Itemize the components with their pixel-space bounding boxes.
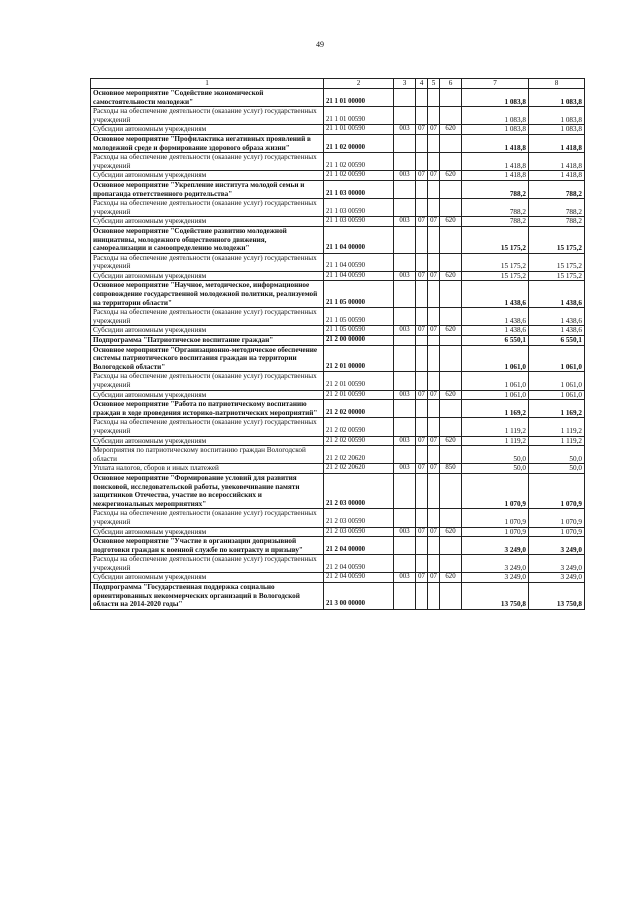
table-row: [91, 418, 585, 436]
row-value8-cell: 788,2: [529, 217, 585, 227]
table-row: [91, 372, 585, 390]
row-col5-cell: 07: [428, 436, 440, 446]
row-code-cell: 21 2 01 00590: [324, 372, 394, 390]
row-col5-cell: [428, 509, 440, 527]
row-value7-cell: 788,2: [462, 199, 529, 217]
row-col5-cell: 07: [428, 171, 440, 181]
row-col4-cell: 07: [416, 125, 428, 135]
row-col4-cell: 07: [416, 171, 428, 181]
row-col4-cell: [416, 89, 428, 107]
row-name-cell: Основное мероприятие "Укрепление института молодой семьи и пропаганда ответственного родительства": [91, 180, 324, 198]
row-col4-cell: 07: [416, 527, 428, 537]
row-name-cell: Субсидии автономным учреждениям: [91, 436, 324, 446]
table-row: [91, 180, 585, 198]
row-value8-cell: 3 249,0: [529, 537, 585, 555]
row-col6-cell: [440, 537, 462, 555]
row-value8-cell: 1 061,0: [529, 372, 585, 390]
row-col6-cell: [440, 134, 462, 152]
row-col3-cell: [394, 153, 416, 171]
row-code-cell: 21 1 03 00000: [324, 180, 394, 198]
table-row: [91, 226, 585, 253]
row-col6-cell: [440, 473, 462, 508]
row-col4-cell: [416, 199, 428, 217]
column-header: 2: [324, 79, 394, 89]
table-row: [91, 253, 585, 271]
table-row: [91, 107, 585, 125]
row-col4-cell: 07: [416, 436, 428, 446]
row-name-cell: Субсидии автономным учреждениям: [91, 271, 324, 281]
table-body: [91, 89, 585, 610]
row-col5-cell: [428, 89, 440, 107]
row-col4-cell: [416, 446, 428, 464]
row-col3-cell: 003: [394, 527, 416, 537]
row-value7-cell: 788,2: [462, 180, 529, 198]
table-row: [91, 153, 585, 171]
row-col6-cell: [440, 308, 462, 326]
column-header: 7: [462, 79, 529, 89]
row-value8-cell: 1 061,0: [529, 390, 585, 400]
row-col4-cell: 07: [416, 326, 428, 336]
table-row: [91, 464, 585, 474]
row-value7-cell: 788,2: [462, 217, 529, 227]
row-col5-cell: 07: [428, 390, 440, 400]
row-col3-cell: [394, 473, 416, 508]
row-value7-cell: 1 119,2: [462, 436, 529, 446]
row-col6-cell: 620: [440, 326, 462, 336]
row-col3-cell: [394, 180, 416, 198]
row-value7-cell: 3 249,0: [462, 537, 529, 555]
row-col5-cell: 07: [428, 464, 440, 474]
row-col5-cell: [428, 253, 440, 271]
row-name-cell: Расходы на обеспечение деятельности (оказание услуг) государственных учреждений: [91, 418, 324, 436]
row-value7-cell: 1 418,8: [462, 153, 529, 171]
row-value7-cell: 1 119,2: [462, 418, 529, 436]
row-col5-cell: [428, 446, 440, 464]
row-col5-cell: [428, 107, 440, 125]
row-col4-cell: [416, 107, 428, 125]
row-code-cell: 21 2 04 00000: [324, 537, 394, 555]
row-value8-cell: 3 249,0: [529, 555, 585, 573]
row-name-cell: Основное мероприятие "Работа по патриотическому воспитанию граждан в ходе проведения историко-патриотических мероприятий": [91, 400, 324, 418]
row-code-cell: 21 2 02 00000: [324, 400, 394, 418]
row-name-cell: Основное мероприятие "Содействие развитию молодежной инициативы, молодежного общественного движения, самореализации и самоопределению молодежи": [91, 226, 324, 253]
row-name-cell: Подпрограмма "Патриотическое воспитание граждан": [91, 336, 324, 346]
table-row: [91, 217, 585, 227]
row-col4-cell: 07: [416, 271, 428, 281]
row-code-cell: 21 1 01 00590: [324, 107, 394, 125]
row-col3-cell: [394, 107, 416, 125]
row-col4-cell: [416, 400, 428, 418]
row-col6-cell: [440, 199, 462, 217]
row-col3-cell: [394, 253, 416, 271]
row-col3-cell: [394, 345, 416, 372]
row-code-cell: 21 2 02 20620: [324, 446, 394, 464]
row-col4-cell: [416, 226, 428, 253]
row-value8-cell: 1 070,9: [529, 473, 585, 508]
row-code-cell: 21 2 03 00000: [324, 473, 394, 508]
row-col6-cell: [440, 180, 462, 198]
row-value7-cell: 3 249,0: [462, 573, 529, 583]
row-col5-cell: [428, 226, 440, 253]
row-col4-cell: 07: [416, 390, 428, 400]
row-code-cell: 21 1 04 00590: [324, 253, 394, 271]
table-row: [91, 390, 585, 400]
row-code-cell: 21 1 02 00590: [324, 153, 394, 171]
row-col5-cell: [428, 134, 440, 152]
column-header: 8: [529, 79, 585, 89]
row-value8-cell: 50,0: [529, 464, 585, 474]
row-col5-cell: [428, 537, 440, 555]
table-row: [91, 573, 585, 583]
row-col3-cell: [394, 226, 416, 253]
row-col6-cell: [440, 583, 462, 610]
row-name-cell: Подпрограмма "Государственная поддержка социально ориентированных некоммерческих организаций в Вологодской области на 2014-2020 годы": [91, 583, 324, 610]
row-col6-cell: [440, 336, 462, 346]
row-name-cell: Основное мероприятие "Профилактика негативных проявлений в молодежной среде и формирование здорового образа жизни": [91, 134, 324, 152]
table-row: [91, 527, 585, 537]
row-col6-cell: [440, 446, 462, 464]
row-name-cell: Уплата налогов, сборов и иных платежей: [91, 464, 324, 474]
row-col3-cell: [394, 134, 416, 152]
row-value8-cell: 1 083,8: [529, 89, 585, 107]
row-name-cell: Основное мероприятие "Участие в организации допризывной подготовки граждан к военной службе по контракту и призыву": [91, 537, 324, 555]
row-value7-cell: 1 438,6: [462, 326, 529, 336]
row-col4-cell: [416, 555, 428, 573]
row-name-cell: Субсидии автономным учреждениям: [91, 171, 324, 181]
row-col4-cell: [416, 253, 428, 271]
table-row: [91, 473, 585, 508]
row-col4-cell: [416, 281, 428, 308]
row-col5-cell: [428, 281, 440, 308]
row-col3-cell: 003: [394, 390, 416, 400]
row-value7-cell: 1 083,8: [462, 107, 529, 125]
row-value8-cell: 1 061,0: [529, 345, 585, 372]
row-col5-cell: 07: [428, 217, 440, 227]
row-code-cell: 21 1 04 00590: [324, 271, 394, 281]
row-col3-cell: [394, 336, 416, 346]
row-code-cell: 21 2 02 00590: [324, 418, 394, 436]
row-name-cell: Расходы на обеспечение деятельности (оказание услуг) государственных учреждений: [91, 107, 324, 125]
row-value7-cell: 1 061,0: [462, 390, 529, 400]
table-row: [91, 125, 585, 135]
row-col6-cell: [440, 345, 462, 372]
row-code-cell: 21 1 04 00000: [324, 226, 394, 253]
table-row: [91, 436, 585, 446]
row-code-cell: 21 2 00 00000: [324, 336, 394, 346]
row-col3-cell: [394, 418, 416, 436]
table-row: [91, 537, 585, 555]
row-col4-cell: [416, 418, 428, 436]
row-col6-cell: [440, 226, 462, 253]
row-name-cell: Основное мероприятие "Формирование условий для развития поисковой, исследовательской работы, увековечивание памяти защитников Отечества, участие во всероссийских и межрегиональных мероприятиях": [91, 473, 324, 508]
row-col6-cell: 850: [440, 464, 462, 474]
row-col6-cell: [440, 509, 462, 527]
row-code-cell: 21 2 01 00590: [324, 390, 394, 400]
row-name-cell: Мероприятия по патриотическому воспитанию граждан Вологодской области: [91, 446, 324, 464]
row-value8-cell: 1 119,2: [529, 418, 585, 436]
budget-table: [90, 78, 585, 610]
row-value7-cell: 15 175,2: [462, 226, 529, 253]
row-value8-cell: 1 070,9: [529, 509, 585, 527]
row-code-cell: 21 1 05 00590: [324, 326, 394, 336]
row-col5-cell: [428, 336, 440, 346]
row-code-cell: 21 1 01 00590: [324, 125, 394, 135]
row-value8-cell: 788,2: [529, 199, 585, 217]
row-value7-cell: 1 438,6: [462, 281, 529, 308]
row-name-cell: Субсидии автономным учреждениям: [91, 125, 324, 135]
row-value8-cell: 3 249,0: [529, 573, 585, 583]
row-col5-cell: 07: [428, 271, 440, 281]
row-col6-cell: [440, 555, 462, 573]
table-row: [91, 308, 585, 326]
row-col3-cell: [394, 537, 416, 555]
table-row: [91, 171, 585, 181]
row-col4-cell: [416, 537, 428, 555]
row-value7-cell: 3 249,0: [462, 555, 529, 573]
row-col6-cell: [440, 372, 462, 390]
column-header: 3: [394, 79, 416, 89]
row-value7-cell: 1 061,0: [462, 372, 529, 390]
row-col6-cell: [440, 153, 462, 171]
row-value8-cell: 1 083,8: [529, 107, 585, 125]
row-value7-cell: 1 083,8: [462, 125, 529, 135]
row-col5-cell: [428, 583, 440, 610]
row-col5-cell: [428, 153, 440, 171]
row-col3-cell: [394, 372, 416, 390]
row-col5-cell: [428, 308, 440, 326]
row-col4-cell: [416, 336, 428, 346]
row-col3-cell: [394, 400, 416, 418]
row-value7-cell: 1 061,0: [462, 345, 529, 372]
row-value8-cell: 1 438,6: [529, 281, 585, 308]
row-col5-cell: [428, 345, 440, 372]
row-value8-cell: 15 175,2: [529, 226, 585, 253]
column-header: 1: [91, 79, 324, 89]
row-col4-cell: [416, 473, 428, 508]
row-value8-cell: 1 418,8: [529, 153, 585, 171]
row-col4-cell: [416, 134, 428, 152]
row-col6-cell: [440, 400, 462, 418]
row-col3-cell: 003: [394, 217, 416, 227]
row-col3-cell: [394, 308, 416, 326]
row-col3-cell: [394, 509, 416, 527]
column-header: 6: [440, 79, 462, 89]
row-value7-cell: 1 083,8: [462, 89, 529, 107]
row-name-cell: Расходы на обеспечение деятельности (оказание услуг) государственных учреждений: [91, 153, 324, 171]
row-col4-cell: [416, 308, 428, 326]
row-value7-cell: 1 418,8: [462, 171, 529, 181]
row-col3-cell: [394, 583, 416, 610]
row-col5-cell: 07: [428, 573, 440, 583]
row-value7-cell: 1 070,9: [462, 527, 529, 537]
row-code-cell: 21 1 05 00000: [324, 281, 394, 308]
row-col6-cell: 620: [440, 125, 462, 135]
row-col3-cell: [394, 281, 416, 308]
row-name-cell: Основное мероприятие "Содействие экономической самостоятельности молодежи": [91, 89, 324, 107]
row-col3-cell: 003: [394, 436, 416, 446]
table-row: [91, 134, 585, 152]
row-col5-cell: [428, 418, 440, 436]
row-col5-cell: 07: [428, 125, 440, 135]
table-row: [91, 400, 585, 418]
row-col4-cell: [416, 153, 428, 171]
row-col3-cell: 003: [394, 271, 416, 281]
row-value7-cell: 15 175,2: [462, 271, 529, 281]
row-code-cell: 21 1 01 00000: [324, 89, 394, 107]
table-row: [91, 509, 585, 527]
row-name-cell: Основное мероприятие "Организационно-методическое обеспечение системы патриотического воспитания граждан на территории Вологодской области": [91, 345, 324, 372]
row-code-cell: 21 1 05 00590: [324, 308, 394, 326]
row-col6-cell: 620: [440, 271, 462, 281]
table-row: [91, 583, 585, 610]
row-value7-cell: 1 438,6: [462, 308, 529, 326]
row-value7-cell: 1 418,8: [462, 134, 529, 152]
row-col3-cell: 003: [394, 171, 416, 181]
row-col4-cell: 07: [416, 573, 428, 583]
row-value7-cell: 50,0: [462, 446, 529, 464]
row-col6-cell: 620: [440, 390, 462, 400]
row-col6-cell: 620: [440, 171, 462, 181]
row-name-cell: Субсидии автономным учреждениям: [91, 573, 324, 583]
row-col3-cell: 003: [394, 573, 416, 583]
row-col3-cell: 003: [394, 464, 416, 474]
row-col3-cell: [394, 89, 416, 107]
row-code-cell: 21 2 03 00590: [324, 527, 394, 537]
row-col4-cell: [416, 180, 428, 198]
row-name-cell: Расходы на обеспечение деятельности (оказание услуг) государственных учреждений: [91, 199, 324, 217]
row-value7-cell: 50,0: [462, 464, 529, 474]
row-col4-cell: [416, 583, 428, 610]
row-col5-cell: [428, 473, 440, 508]
row-value7-cell: 15 175,2: [462, 253, 529, 271]
row-code-cell: 21 1 03 00590: [324, 199, 394, 217]
row-col5-cell: 07: [428, 326, 440, 336]
row-col4-cell: [416, 372, 428, 390]
row-code-cell: 21 2 04 00590: [324, 573, 394, 583]
row-col6-cell: [440, 253, 462, 271]
row-name-cell: Расходы на обеспечение деятельности (оказание услуг) государственных учреждений: [91, 555, 324, 573]
row-col3-cell: [394, 555, 416, 573]
table-row: [91, 446, 585, 464]
row-code-cell: 21 2 01 00000: [324, 345, 394, 372]
row-code-cell: 21 1 02 00590: [324, 171, 394, 181]
row-value8-cell: 13 750,8: [529, 583, 585, 610]
row-name-cell: Расходы на обеспечение деятельности (оказание услуг) государственных учреждений: [91, 253, 324, 271]
row-col3-cell: 003: [394, 125, 416, 135]
row-value7-cell: 1 169,2: [462, 400, 529, 418]
row-col3-cell: 003: [394, 326, 416, 336]
row-code-cell: 21 2 02 20620: [324, 464, 394, 474]
column-header: 4: [416, 79, 428, 89]
row-code-cell: 21 2 04 00590: [324, 555, 394, 573]
row-value8-cell: 1 070,9: [529, 527, 585, 537]
row-col6-cell: 620: [440, 436, 462, 446]
table-row: [91, 199, 585, 217]
row-value8-cell: 788,2: [529, 180, 585, 198]
row-code-cell: 21 2 03 00590: [324, 509, 394, 527]
row-col4-cell: [416, 509, 428, 527]
row-code-cell: 21 3 00 00000: [324, 583, 394, 610]
table-row: [91, 89, 585, 107]
row-value8-cell: 15 175,2: [529, 271, 585, 281]
row-col5-cell: [428, 372, 440, 390]
row-col6-cell: 620: [440, 527, 462, 537]
table-row: [91, 345, 585, 372]
row-name-cell: Расходы на обеспечение деятельности (оказание услуг) государственных учреждений: [91, 509, 324, 527]
row-name-cell: Субсидии автономным учреждениям: [91, 527, 324, 537]
row-col3-cell: [394, 199, 416, 217]
row-col6-cell: [440, 89, 462, 107]
row-name-cell: Расходы на обеспечение деятельности (оказание услуг) государственных учреждений: [91, 372, 324, 390]
row-col5-cell: [428, 400, 440, 418]
row-value8-cell: 1 083,8: [529, 125, 585, 135]
table-header-row: [91, 79, 585, 89]
row-value8-cell: 50,0: [529, 446, 585, 464]
row-value7-cell: 1 070,9: [462, 509, 529, 527]
table-row: [91, 555, 585, 573]
table-row: [91, 326, 585, 336]
table-row: [91, 336, 585, 346]
row-col5-cell: 07: [428, 527, 440, 537]
row-name-cell: Субсидии автономным учреждениям: [91, 390, 324, 400]
row-col6-cell: [440, 107, 462, 125]
row-col4-cell: 07: [416, 464, 428, 474]
row-col5-cell: [428, 199, 440, 217]
row-code-cell: 21 2 02 00590: [324, 436, 394, 446]
row-name-cell: Субсидии автономным учреждениям: [91, 326, 324, 336]
row-name-cell: Субсидии автономным учреждениям: [91, 217, 324, 227]
table-row: [91, 271, 585, 281]
row-value7-cell: 13 750,8: [462, 583, 529, 610]
row-value8-cell: 1 438,6: [529, 326, 585, 336]
column-header: 5: [428, 79, 440, 89]
table-row: [91, 281, 585, 308]
row-col3-cell: [394, 446, 416, 464]
row-value8-cell: 1 438,6: [529, 308, 585, 326]
row-code-cell: 21 1 03 00590: [324, 217, 394, 227]
page-number: 49: [316, 40, 324, 49]
row-value7-cell: 1 070,9: [462, 473, 529, 508]
row-col6-cell: 620: [440, 217, 462, 227]
row-col5-cell: [428, 555, 440, 573]
row-code-cell: 21 1 02 00000: [324, 134, 394, 152]
row-col6-cell: [440, 418, 462, 436]
row-col4-cell: 07: [416, 217, 428, 227]
row-value8-cell: 1 418,8: [529, 171, 585, 181]
row-col4-cell: [416, 345, 428, 372]
row-value8-cell: 1 169,2: [529, 400, 585, 418]
row-value8-cell: 1 418,8: [529, 134, 585, 152]
row-value8-cell: 15 175,2: [529, 253, 585, 271]
row-col6-cell: 620: [440, 573, 462, 583]
row-value8-cell: 1 119,2: [529, 436, 585, 446]
row-value7-cell: 6 550,1: [462, 336, 529, 346]
row-col6-cell: [440, 281, 462, 308]
row-col5-cell: [428, 180, 440, 198]
row-name-cell: Основное мероприятие "Научное, методическое, информационное сопровождение государственной молодежной политики, реализуемой на территории области": [91, 281, 324, 308]
row-value8-cell: 6 550,1: [529, 336, 585, 346]
row-name-cell: Расходы на обеспечение деятельности (оказание услуг) государственных учреждений: [91, 308, 324, 326]
